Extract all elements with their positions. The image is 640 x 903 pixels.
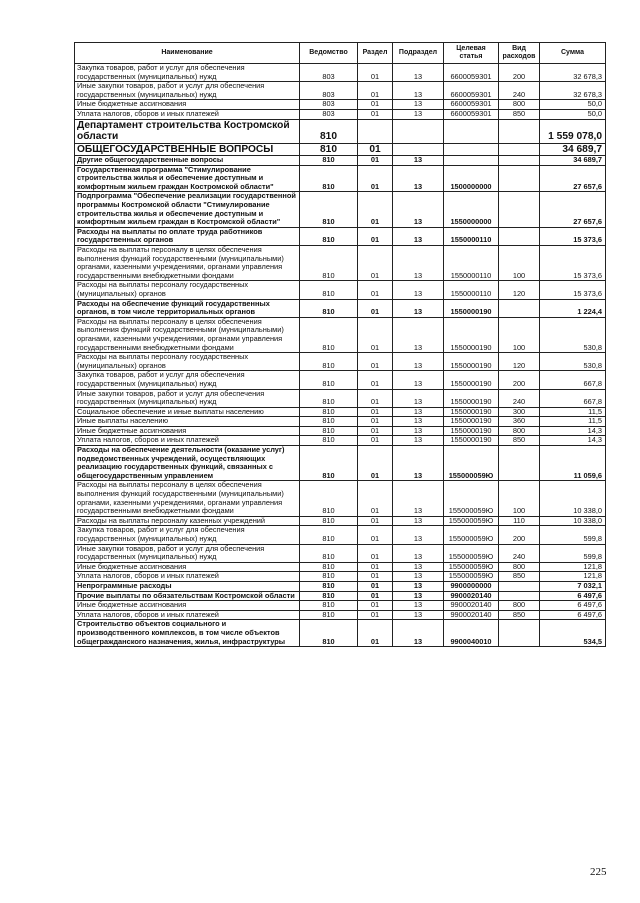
cell-podrazdel: 13 [393,436,444,446]
cell-summa: 50,0 [540,100,606,110]
cell-celevaya-statya: 1550000110 [444,227,499,245]
cell-vedomstvo: 810 [300,610,358,620]
cell-celevaya-statya [444,156,499,166]
table-row [75,143,606,156]
cell-razdel: 01 [358,610,393,620]
cell-vid-raskhodov [499,156,540,166]
cell-vid-raskhodov: 800 [499,100,540,110]
cell-name: Иные бюджетные ассигнования [75,562,300,572]
cell-podrazdel: 13 [393,620,444,647]
cell-vid-raskhodov [499,192,540,227]
cell-name: Департамент строительства Костромской области [75,119,300,143]
cell-summa: 11,5 [540,407,606,417]
table-row [75,591,606,601]
cell-celevaya-statya [444,119,499,143]
cell-razdel: 01 [358,417,393,427]
header-razdel: Раздел [358,43,393,64]
cell-celevaya-statya: 1550000190 [444,317,499,352]
cell-name: Уплата налогов, сборов и иных платежей [75,572,300,582]
cell-name: ОБЩЕГОСУДАРСТВЕННЫЕ ВОПРОСЫ [75,143,300,156]
cell-podrazdel: 13 [393,591,444,601]
cell-celevaya-statya: 1550000110 [444,281,499,299]
cell-podrazdel [393,119,444,143]
cell-vid-raskhodov: 850 [499,610,540,620]
page-number: 225 [590,866,607,878]
cell-celevaya-statya: 6600059301 [444,109,499,119]
cell-name: Расходы на выплаты персоналу в целях обеспечения выполнения функций государственными (муниципальными) органами, казенными учреждениями, органами управления государственными внебюджетными фондами [75,317,300,352]
cell-razdel: 01 [358,227,393,245]
cell-vid-raskhodov [499,119,540,143]
cell-podrazdel: 13 [393,156,444,166]
cell-name: Расходы на выплаты персоналу в целях обеспечения выполнения функций государственными (муниципальными) органами, казенными учреждениями, органами управления государственными внебюджетными фондами [75,481,300,516]
cell-celevaya-statya: 1550000190 [444,299,499,317]
table-row [75,426,606,436]
cell-celevaya-statya: 6600059301 [444,100,499,110]
table-row [75,572,606,582]
cell-vid-raskhodov: 100 [499,481,540,516]
cell-vid-raskhodov: 100 [499,317,540,352]
cell-vedomstvo: 810 [300,620,358,647]
cell-summa: 1 224,4 [540,299,606,317]
cell-celevaya-statya: 9900020140 [444,601,499,611]
cell-name: Расходы на выплаты персоналу в целях обеспечения выполнения функций государственными (муниципальными) органами, казенными учреждениями, органами управления государственными внебюджетными фондами [75,246,300,281]
cell-vedomstvo: 803 [300,100,358,110]
cell-podrazdel: 13 [393,426,444,436]
cell-vid-raskhodov: 240 [499,544,540,562]
table-row [75,481,606,516]
cell-podrazdel: 13 [393,246,444,281]
cell-razdel: 01 [358,516,393,526]
cell-podrazdel: 13 [393,64,444,82]
table-header-row [75,43,606,64]
cell-celevaya-statya: 155000059Ю [444,516,499,526]
cell-summa: 50,0 [540,109,606,119]
table-row [75,82,606,100]
cell-vedomstvo: 810 [300,317,358,352]
cell-vedomstvo: 810 [300,516,358,526]
cell-vedomstvo: 810 [300,417,358,427]
cell-name: Иные закупки товаров, работ и услуг для обеспечения государственных (муниципальных) нужд [75,389,300,407]
cell-razdel: 01 [358,581,393,591]
cell-summa: 32 678,3 [540,82,606,100]
cell-vedomstvo: 810 [300,572,358,582]
cell-podrazdel: 13 [393,481,444,516]
cell-name: Уплата налогов, сборов и иных платежей [75,436,300,446]
cell-vid-raskhodov: 240 [499,82,540,100]
table-row [75,227,606,245]
cell-summa: 34 689,7 [540,143,606,156]
cell-name: Строительство объектов социального и производственного комплексов, в том числе объектов общегражданского назначения, жилья, инфраструктуры [75,620,300,647]
cell-razdel: 01 [358,526,393,544]
cell-summa: 10 338,0 [540,516,606,526]
cell-vid-raskhodov: 200 [499,371,540,389]
cell-razdel: 01 [358,317,393,352]
cell-name: Уплата налогов, сборов и иных платежей [75,109,300,119]
table-row [75,299,606,317]
cell-vid-raskhodov [499,620,540,647]
cell-summa: 15 373,6 [540,281,606,299]
cell-vedomstvo: 810 [300,371,358,389]
cell-razdel: 01 [358,407,393,417]
cell-vid-raskhodov: 200 [499,526,540,544]
table-body [75,64,606,647]
cell-name: Социальное обеспечение и иные выплаты населению [75,407,300,417]
cell-podrazdel: 13 [393,109,444,119]
cell-vid-raskhodov: 110 [499,516,540,526]
cell-razdel [358,119,393,143]
cell-summa: 530,8 [540,317,606,352]
cell-vid-raskhodov [499,299,540,317]
cell-celevaya-statya: 1550000000 [444,192,499,227]
table-row [75,581,606,591]
cell-celevaya-statya: 1550000190 [444,407,499,417]
cell-podrazdel [393,143,444,156]
cell-celevaya-statya: 1550000190 [444,436,499,446]
cell-razdel: 01 [358,281,393,299]
budget-table [74,42,606,647]
cell-podrazdel: 13 [393,353,444,371]
cell-razdel: 01 [358,353,393,371]
cell-vid-raskhodov [499,446,540,481]
cell-vid-raskhodov [499,165,540,192]
cell-razdel: 01 [358,436,393,446]
cell-vedomstvo: 810 [300,601,358,611]
table-row [75,281,606,299]
cell-podrazdel: 13 [393,610,444,620]
cell-name: Иные бюджетные ассигнования [75,601,300,611]
cell-razdel: 01 [358,82,393,100]
table-row [75,246,606,281]
cell-celevaya-statya: 1550000190 [444,417,499,427]
table-row [75,109,606,119]
cell-vedomstvo: 810 [300,299,358,317]
cell-vedomstvo: 810 [300,544,358,562]
cell-vedomstvo: 810 [300,246,358,281]
cell-celevaya-statya: 155000059Ю [444,481,499,516]
table-row [75,562,606,572]
table-row [75,407,606,417]
header-vedomstvo: Ведомство [300,43,358,64]
table-row [75,165,606,192]
cell-razdel: 01 [358,620,393,647]
cell-vid-raskhodov: 120 [499,281,540,299]
cell-celevaya-statya: 1550000190 [444,426,499,436]
table-row [75,317,606,352]
cell-vedomstvo: 810 [300,581,358,591]
table-row [75,100,606,110]
cell-celevaya-statya: 1550000190 [444,353,499,371]
cell-name: Закупка товаров, работ и услуг для обеспечения государственных (муниципальных) нужд [75,64,300,82]
cell-summa: 6 497,6 [540,610,606,620]
cell-vedomstvo: 810 [300,192,358,227]
cell-vedomstvo: 803 [300,82,358,100]
cell-razdel: 01 [358,165,393,192]
cell-celevaya-statya: 155000059Ю [444,526,499,544]
cell-razdel: 01 [358,299,393,317]
cell-name: Расходы на выплаты персоналу государственных (муниципальных) органов [75,353,300,371]
cell-celevaya-statya: 1550000190 [444,371,499,389]
cell-vid-raskhodov [499,143,540,156]
cell-celevaya-statya: 155000059Ю [444,562,499,572]
header-celevaya-statya: Целевая статья [444,43,499,64]
cell-vedomstvo: 810 [300,436,358,446]
table-row [75,544,606,562]
cell-name: Иные закупки товаров, работ и услуг для обеспечения государственных (муниципальных) нужд [75,82,300,100]
table-row [75,526,606,544]
header-podrazdel: Подраздел [393,43,444,64]
cell-podrazdel: 13 [393,516,444,526]
cell-vedomstvo: 810 [300,562,358,572]
cell-vedomstvo: 810 [300,407,358,417]
cell-vid-raskhodov: 800 [499,562,540,572]
cell-vedomstvo: 810 [300,591,358,601]
cell-summa: 27 657,6 [540,165,606,192]
cell-summa: 530,8 [540,353,606,371]
cell-celevaya-statya: 155000059Ю [444,572,499,582]
cell-vid-raskhodov: 240 [499,389,540,407]
cell-name: Другие общегосударственные вопросы [75,156,300,166]
cell-vid-raskhodov [499,591,540,601]
cell-celevaya-statya: 6600059301 [444,64,499,82]
cell-podrazdel: 13 [393,526,444,544]
cell-vid-raskhodov: 300 [499,407,540,417]
cell-summa: 121,8 [540,562,606,572]
cell-summa: 14,3 [540,436,606,446]
cell-summa: 32 678,3 [540,64,606,82]
header-name: Наименование [75,43,300,64]
cell-name: Иные бюджетные ассигнования [75,426,300,436]
cell-summa: 6 497,6 [540,601,606,611]
cell-summa: 11,5 [540,417,606,427]
cell-vid-raskhodov: 120 [499,353,540,371]
cell-name: Иные выплаты населению [75,417,300,427]
cell-summa: 15 373,6 [540,227,606,245]
cell-razdel: 01 [358,591,393,601]
cell-vedomstvo: 810 [300,446,358,481]
cell-name: Расходы на обеспечение функций государственных органов, в том числе территориальных органов [75,299,300,317]
cell-name: Уплата налогов, сборов и иных платежей [75,610,300,620]
cell-podrazdel: 13 [393,227,444,245]
cell-summa: 6 497,6 [540,591,606,601]
cell-celevaya-statya: 1550000190 [444,389,499,407]
cell-summa: 14,3 [540,426,606,436]
cell-podrazdel: 13 [393,581,444,591]
header-vid-raskhodov: Вид расходов [499,43,540,64]
cell-vid-raskhodov: 850 [499,109,540,119]
cell-vedomstvo: 810 [300,156,358,166]
table-row [75,610,606,620]
cell-name: Расходы на выплаты по оплате труда работников государственных органов [75,227,300,245]
cell-celevaya-statya: 9900040010 [444,620,499,647]
cell-celevaya-statya: 155000059Ю [444,544,499,562]
cell-vid-raskhodov: 850 [499,436,540,446]
cell-vid-raskhodov: 200 [499,64,540,82]
cell-name: Закупка товаров, работ и услуг для обеспечения государственных (муниципальных) нужд [75,526,300,544]
cell-celevaya-statya: 1500000000 [444,165,499,192]
cell-razdel: 01 [358,192,393,227]
cell-celevaya-statya: 9900020140 [444,610,499,620]
table-row [75,620,606,647]
cell-vedomstvo: 810 [300,143,358,156]
cell-podrazdel: 13 [393,371,444,389]
cell-vedomstvo: 810 [300,389,358,407]
cell-podrazdel: 13 [393,562,444,572]
table-row [75,516,606,526]
table-row [75,446,606,481]
cell-summa: 121,8 [540,572,606,582]
cell-celevaya-statya: 9900020140 [444,591,499,601]
cell-name: Закупка товаров, работ и услуг для обеспечения государственных (муниципальных) нужд [75,371,300,389]
cell-podrazdel: 13 [393,544,444,562]
cell-podrazdel: 13 [393,100,444,110]
cell-summa: 11 059,6 [540,446,606,481]
cell-vedomstvo: 810 [300,281,358,299]
cell-razdel: 01 [358,481,393,516]
cell-vedomstvo: 803 [300,109,358,119]
cell-name: Подпрограмма "Обеспечение реализации государственной программы Костромской области "Стимулирование строительства жилья и обеспечение доступным и комфортным жильем граждан в Костромской области" [75,192,300,227]
cell-razdel: 01 [358,371,393,389]
cell-name: Непрограммные расходы [75,581,300,591]
cell-razdel: 01 [358,389,393,407]
cell-podrazdel: 13 [393,82,444,100]
cell-summa: 15 373,6 [540,246,606,281]
cell-podrazdel: 13 [393,601,444,611]
cell-summa: 599,8 [540,526,606,544]
cell-name: Расходы на выплаты персоналу казенных учреждений [75,516,300,526]
cell-razdel: 01 [358,544,393,562]
cell-celevaya-statya: 155000059Ю [444,446,499,481]
cell-podrazdel: 13 [393,317,444,352]
cell-name: Иные закупки товаров, работ и услуг для обеспечения государственных (муниципальных) нужд [75,544,300,562]
cell-summa: 667,8 [540,389,606,407]
cell-summa: 534,5 [540,620,606,647]
cell-podrazdel: 13 [393,572,444,582]
cell-podrazdel: 13 [393,281,444,299]
cell-razdel: 01 [358,100,393,110]
cell-summa: 7 032,1 [540,581,606,591]
cell-summa: 1 559 078,0 [540,119,606,143]
cell-vid-raskhodov: 800 [499,426,540,436]
cell-podrazdel: 13 [393,192,444,227]
cell-vid-raskhodov: 850 [499,572,540,582]
cell-summa: 599,8 [540,544,606,562]
table-row [75,353,606,371]
cell-celevaya-statya: 6600059301 [444,82,499,100]
cell-podrazdel: 13 [393,446,444,481]
cell-name: Государственная программа "Стимулирование строительства жилья и обеспечение доступным и комфортным жильем граждан Костромской области" [75,165,300,192]
cell-vid-raskhodov: 800 [499,601,540,611]
table-row [75,417,606,427]
cell-vedomstvo: 810 [300,426,358,436]
cell-celevaya-statya: 1550000110 [444,246,499,281]
table-row [75,601,606,611]
cell-summa: 27 657,6 [540,192,606,227]
cell-razdel: 01 [358,446,393,481]
header-summa: Сумма [540,43,606,64]
cell-razdel: 01 [358,109,393,119]
cell-summa: 34 689,7 [540,156,606,166]
cell-razdel: 01 [358,246,393,281]
cell-summa: 10 338,0 [540,481,606,516]
cell-name: Расходы на обеспечение деятельности (оказание услуг) подведомственных учреждений, осуществляющих реализацию государственных функций, связанных с общегосударственным управлением [75,446,300,481]
cell-vedomstvo: 803 [300,64,358,82]
cell-podrazdel: 13 [393,165,444,192]
cell-razdel: 01 [358,64,393,82]
cell-podrazdel: 13 [393,417,444,427]
cell-razdel: 01 [358,562,393,572]
cell-razdel: 01 [358,143,393,156]
cell-name: Иные бюджетные ассигнования [75,100,300,110]
cell-podrazdel: 13 [393,389,444,407]
cell-vedomstvo: 810 [300,165,358,192]
cell-vid-raskhodov: 360 [499,417,540,427]
table-row [75,119,606,143]
table-row [75,64,606,82]
cell-vedomstvo: 810 [300,526,358,544]
cell-podrazdel: 13 [393,299,444,317]
cell-razdel: 01 [358,601,393,611]
cell-vedomstvo: 810 [300,481,358,516]
cell-razdel: 01 [358,572,393,582]
cell-vedomstvo: 810 [300,353,358,371]
cell-vedomstvo: 810 [300,119,358,143]
cell-celevaya-statya [444,143,499,156]
table-row [75,436,606,446]
cell-vedomstvo: 810 [300,227,358,245]
cell-vid-raskhodov [499,227,540,245]
cell-celevaya-statya: 9900000000 [444,581,499,591]
cell-vid-raskhodov [499,581,540,591]
cell-podrazdel: 13 [393,407,444,417]
cell-vid-raskhodov: 100 [499,246,540,281]
table-row [75,192,606,227]
cell-razdel: 01 [358,426,393,436]
table-row [75,389,606,407]
cell-summa: 667,8 [540,371,606,389]
cell-name: Прочие выплаты по обязательствам Костромской области [75,591,300,601]
cell-name: Расходы на выплаты персоналу государственных (муниципальных) органов [75,281,300,299]
table-row [75,156,606,166]
table-row [75,371,606,389]
cell-razdel: 01 [358,156,393,166]
